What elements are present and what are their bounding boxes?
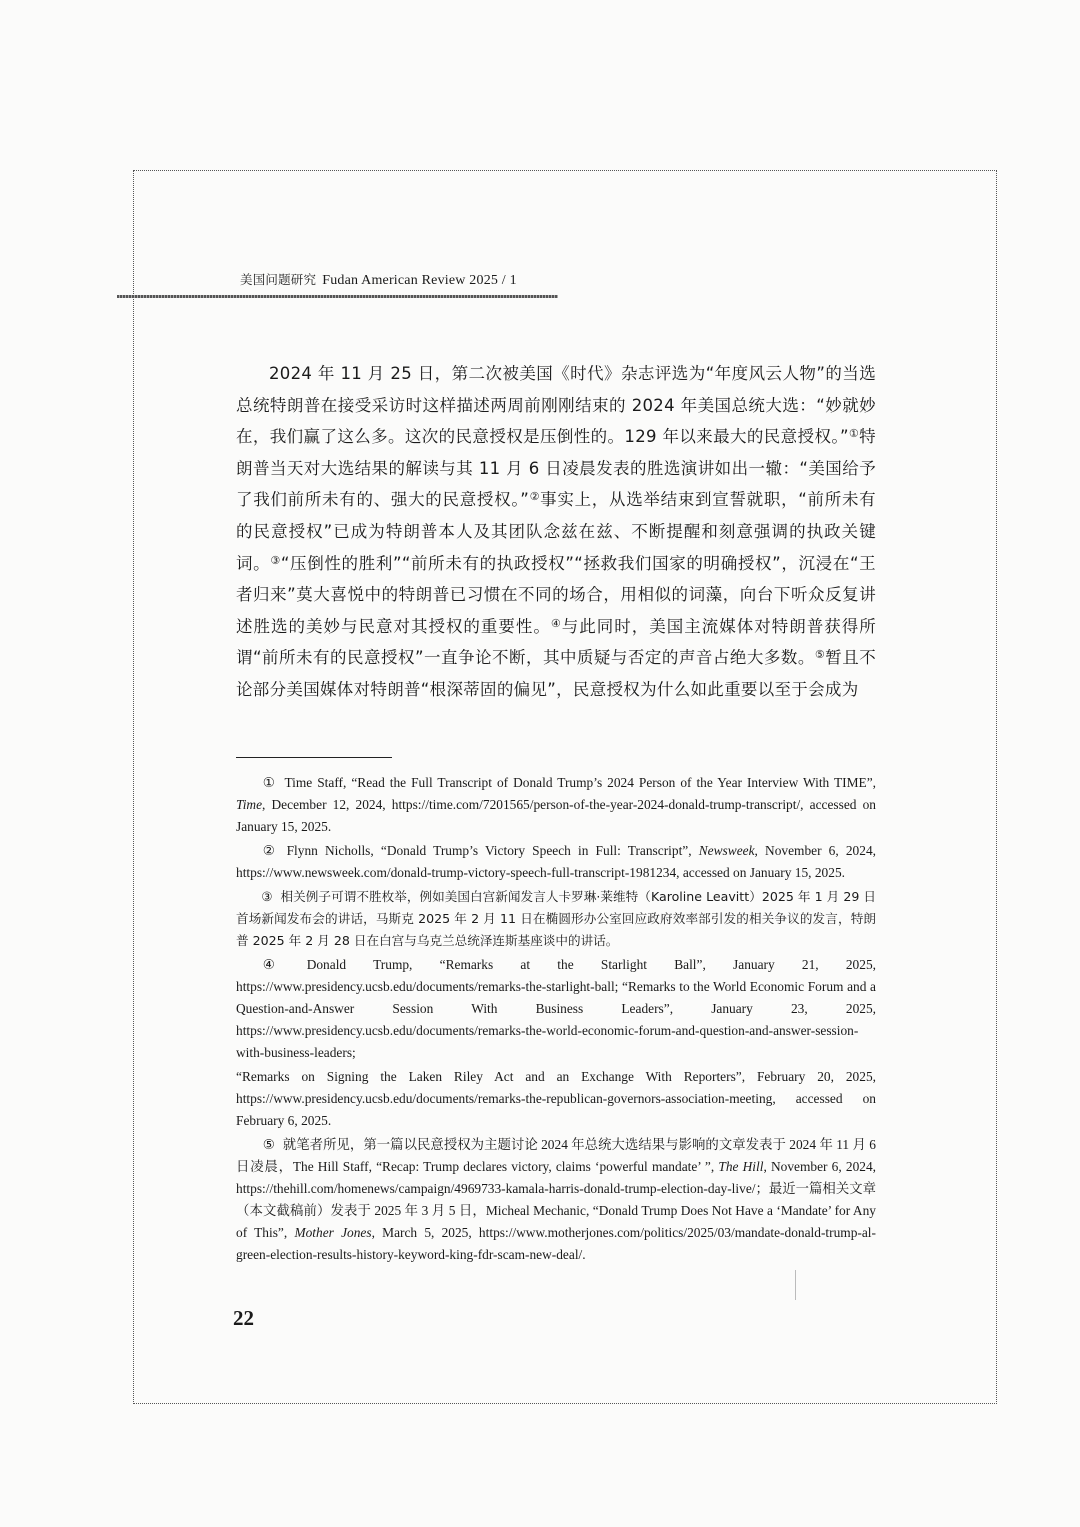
journal-title-en: Fudan American Review 2025 / 1 (322, 273, 517, 288)
journal-title-cn: 美国问题研究 (240, 272, 317, 287)
paragraph-segment: 与此同时，美国主流媒体对特朗普获得所谓“前所未有的民意授权”一直争论不断，其中质疑与否定的声音占绝大多数。 (236, 616, 876, 668)
footnotes (236, 772, 876, 1268)
footnote-2 (236, 840, 876, 884)
footnote-text: , November 6, 2024, https://thehill.com/homenews/campaign/4969733-kamala-harris-donald-trump-election-day-live/；最近一篇相关文章（本文截稿前）发表于 2025 年 3 月 5 日，Micheal Mechanic, “Donald Trump Does Not Have a ‘Mandate’ for Any of This”, (236, 1159, 877, 1240)
footnote-ref-2: ② (529, 490, 541, 504)
paragraph-segment: 事实上，从选举结束到宣誓就职，“前所未有的民意授权”已成为特朗普本人及其团队念兹在兹、不断提醒和刻意强调的执政关键词。 (236, 490, 876, 573)
footnote-text: Time Staff, “Read the Full Transcript of Donald Trump’s 2024 Person of the Year Interview With TIME”, (284, 775, 876, 790)
footnote-ref-1: ① (848, 427, 860, 441)
footnote-3 (236, 886, 876, 952)
main-paragraph (236, 358, 876, 706)
scan-crease (795, 1270, 796, 1300)
paragraph-segment: 暂且不论部分美国媒体对特朗普“根深蒂固的偏见”，民意授权为什么如此重要以至于会成为 (236, 648, 876, 699)
running-head (240, 268, 560, 292)
footnote-text: Flynn Nicholls, “Donald Trump’s Victory Speech in Full: Transcript”, (286, 843, 699, 858)
footnote-source-title: Mother Jones (294, 1225, 372, 1240)
footnote-marker: ② (262, 843, 279, 858)
footnote-ref-3: ③ (270, 553, 281, 567)
footnote-separator (236, 757, 392, 758)
footnote-source-title: Newsweek (698, 843, 755, 858)
footnote-text: “Remarks on Signing the Laken Riley Act and an Exchange With Reporters”, February 20, 2025, https://www.presidency.ucsb.edu/documents/remarks-the-republican-governors-association-meeting, accessed on February 6, 2025. (236, 1069, 876, 1128)
footnote-ref-4: ④ (550, 616, 562, 630)
paragraph-segment: “压倒性的胜利”“前所未有的执政授权”“拯救我们国家的明确授权”，沉浸在“王者归来”莫大喜悦中的特朗普已习惯在不同的场合，用相似的词藻，向台下听众反复讲述胜选的美妙与民意对其授权的重要性。 (236, 553, 876, 636)
footnote-text: 相关例子可谓不胜枚举，例如美国白宫新闻发言人卡罗琳·莱维特（Karoline Leavitt）2025 年 1 月 29 日首场新闻发布会的讲话，马斯克 2025 年 2 月 11 日在椭圆形办公室回应政府效率部引发的相关争议的发言，特朗普 2025 年 2 月 28 日在白宫与乌克兰总统泽连斯基座谈中的讲话。 (236, 889, 876, 948)
footnote-1 (236, 772, 876, 838)
paragraph-segment: 特朗普当天对大选结果的解读与其 11 月 6 日凌晨发表的胜选演讲如出一辙：“美国给予了我们前所未有的、强大的民意授权。” (236, 427, 876, 510)
footnote-5 (236, 1134, 876, 1266)
footnote-source-title: Time (236, 797, 263, 812)
footnote-marker: ④ (262, 957, 299, 972)
footnote-text: 就笔者所见，第一篇以民意授权为主题讨论 2024 年总统大选结果与影响的文章发表于 2024 年 11 月 6 日凌晨，The Hill Staff, “Recap: Trump declares victory, claims ‘powerful mandate’ ”, (236, 1137, 876, 1174)
footnote-text: , November 6, 2024, https://www.newsweek.com/donald-trump-victory-speech-full-transcript-1981234, accessed on January 15, 2025. (236, 843, 876, 880)
footnote-text: , December 12, 2024, https://time.com/7201565/person-of-the-year-2024-donald-trump-transcript/, accessed on January 15, 2025. (236, 797, 876, 834)
footnote-marker: ③ (261, 889, 273, 904)
page-number: 22 (233, 1306, 254, 1330)
footnote-source-title: The Hill (718, 1159, 764, 1174)
footnote-4-continued (236, 1066, 876, 1132)
header-rule (117, 295, 558, 298)
footnote-marker: ⑤ (262, 1137, 275, 1152)
footnote-marker: ① (262, 775, 277, 790)
footnote-4 (236, 954, 876, 1064)
footnote-text: Donald Trump, “Remarks at the Starlight Ball”, January 21, 2025, https://www.presidency.ucsb.edu/documents/remarks-the-starlight-ball; “Remarks to the World Economic Forum and a Question-and-Answer Session With Business Leaders”, January 23, 2025, https://www.presidency.ucsb.edu/documents/remarks-the-world-economic-forum-and-question-and-answer-session-with-business-leaders; (236, 957, 876, 1060)
footnote-text: , March 5, 2025, https://www.motherjones.com/politics/2025/03/mandate-donald-trump-al-green-election-results-history-keyword-king-fdr-scam-new-deal/. (236, 1225, 876, 1262)
footnote-ref-5: ⑤ (814, 648, 826, 662)
paragraph-segment: 2024 年 11 月 25 日，第二次被美国《时代》杂志评选为“年度风云人物”的当选总统特朗普在接受采访时这样描述两周前刚刚结束的 2024 年美国总统大选：“妙就妙在，我们赢了这么多。这次的民意授权是压倒性的。129 年以来最大的民意授权。” (236, 364, 876, 447)
